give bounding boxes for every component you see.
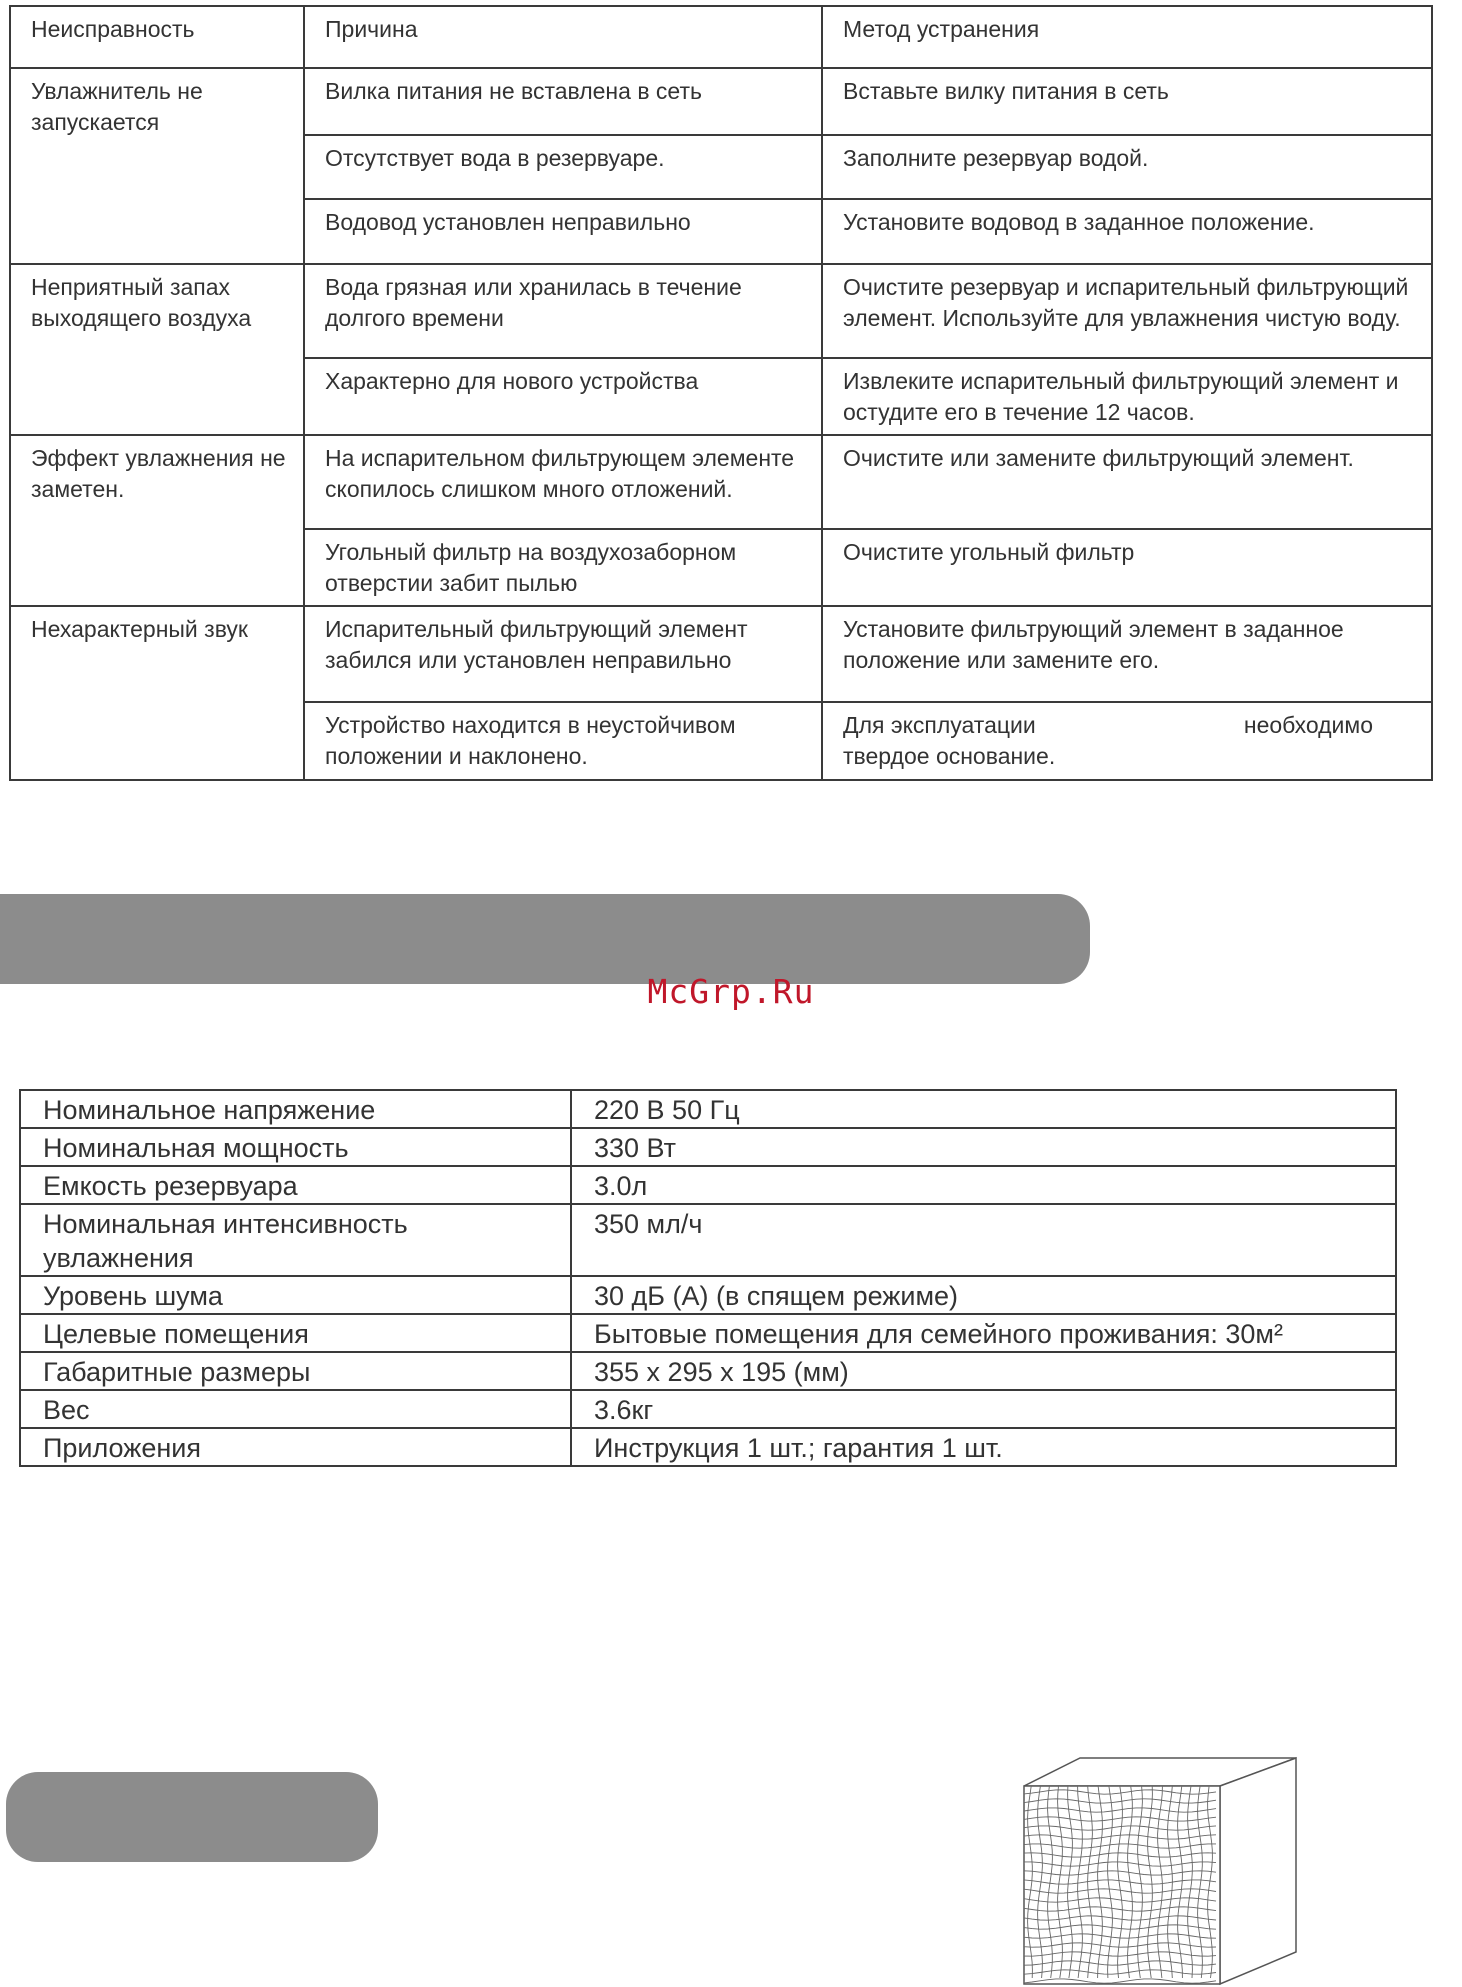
fault-cell: Эффект увлажнения не заметен.: [10, 435, 304, 606]
spec-row: [20, 1204, 1396, 1276]
spec-param: Габаритные размеры: [20, 1352, 571, 1390]
cause-cell: Отсутствует вода в резервуаре.: [304, 135, 822, 199]
spec-value: 3.6кг: [571, 1390, 1396, 1428]
cause-cell: Устройство находится в неустойчивом положении и наклонено.: [304, 702, 822, 780]
fault-cell: Нехарактерный звук: [10, 606, 304, 780]
spec-row: [20, 1128, 1396, 1166]
cause-cell: Вода грязная или хранилась в течение долгого времени: [304, 264, 822, 358]
spec-row: [20, 1352, 1396, 1390]
spec-row: [20, 1314, 1396, 1352]
spec-value: 30 дБ (А) (в спящем режиме): [571, 1276, 1396, 1314]
cause-cell: Характерно для нового устройства: [304, 358, 822, 435]
spec-value: Инструкция 1 шт.; гарантия 1 шт.: [571, 1428, 1396, 1466]
solution-cell: Установите фильтрующий элемент в заданное положение или замените его.: [822, 606, 1432, 702]
troubleshooting-table: [9, 5, 1433, 781]
solution-cell: Очистите резервуар и испарительный фильтрующий элемент. Используйте для увлажнения чистую воду.: [822, 264, 1432, 358]
spec-param: Номинальная мощность: [20, 1128, 571, 1166]
fault-cell: Неприятный запах выходящего воздуха: [10, 264, 304, 435]
spec-param: Номинальное напряжение: [20, 1090, 571, 1128]
spec-value: 355 x 295 x 195 (мм): [571, 1352, 1396, 1390]
solution-text-part: Для эксплуатации: [843, 712, 1036, 738]
spec-value: 350 мл/ч: [571, 1204, 1396, 1276]
spec-param: Уровень шума: [20, 1276, 571, 1314]
specifications-table: [19, 1089, 1397, 1467]
spec-param: Емкость резервуара: [20, 1166, 571, 1204]
cause-cell: Вилка питания не вставлена в сеть: [304, 68, 822, 135]
section-header-bar: [6, 1772, 378, 1862]
section-header-bar: [0, 894, 1090, 984]
spec-value: 330 Вт: [571, 1128, 1396, 1166]
spec-row: [20, 1090, 1396, 1128]
solution-cell: Очистите угольный фильтр: [822, 529, 1432, 606]
spec-param: Номинальная интенсивность увлажнения: [20, 1204, 571, 1276]
filter-element-illustration: [1012, 1756, 1302, 1987]
solution-cell: Очистите или замените фильтрующий элемент.: [822, 435, 1432, 529]
table-row: [10, 68, 1432, 135]
spec-row: [20, 1276, 1396, 1314]
watermark: McGrp.Ru: [647, 972, 815, 1011]
solution-cell: Извлеките испарительный фильтрующий элемент и остудите его в течение 12 часов.: [822, 358, 1432, 435]
spec-row: [20, 1428, 1396, 1466]
table-header-row: [10, 6, 1432, 68]
header-solution: Метод устранения: [822, 6, 1432, 68]
table-row: [10, 606, 1432, 702]
solution-cell: [822, 702, 1432, 780]
spec-param: Целевые помещения: [20, 1314, 571, 1352]
spec-row: [20, 1166, 1396, 1204]
spec-param: Приложения: [20, 1428, 571, 1466]
header-fault: Неисправность: [10, 6, 304, 68]
header-cause: Причина: [304, 6, 822, 68]
solution-cell: Заполните резервуар водой.: [822, 135, 1432, 199]
solution-text-part: твердое основание.: [843, 743, 1056, 769]
solution-cell: Вставьте вилку питания в сеть: [822, 68, 1432, 135]
fault-cell: Увлажнитель не запускается: [10, 68, 304, 264]
cause-cell: На испарительном фильтрующем элементе скопилось слишком много отложений.: [304, 435, 822, 529]
cause-cell: Водовод установлен неправильно: [304, 199, 822, 264]
spec-param: Вес: [20, 1390, 571, 1428]
spec-row: [20, 1390, 1396, 1428]
solution-text-part: необходимо: [1243, 712, 1373, 738]
solution-cell: Установите водовод в заданное положение.: [822, 199, 1432, 264]
spec-value: 220 В 50 Гц: [571, 1090, 1396, 1128]
spec-value: 3.0л: [571, 1166, 1396, 1204]
spec-value: Бытовые помещения для семейного проживания: 30м²: [571, 1314, 1396, 1352]
cause-cell: Испарительный фильтрующий элемент забился или установлен неправильно: [304, 606, 822, 702]
table-row: [10, 435, 1432, 529]
cause-cell: Угольный фильтр на воздухозаборном отверстии забит пылью: [304, 529, 822, 606]
table-row: [10, 264, 1432, 358]
